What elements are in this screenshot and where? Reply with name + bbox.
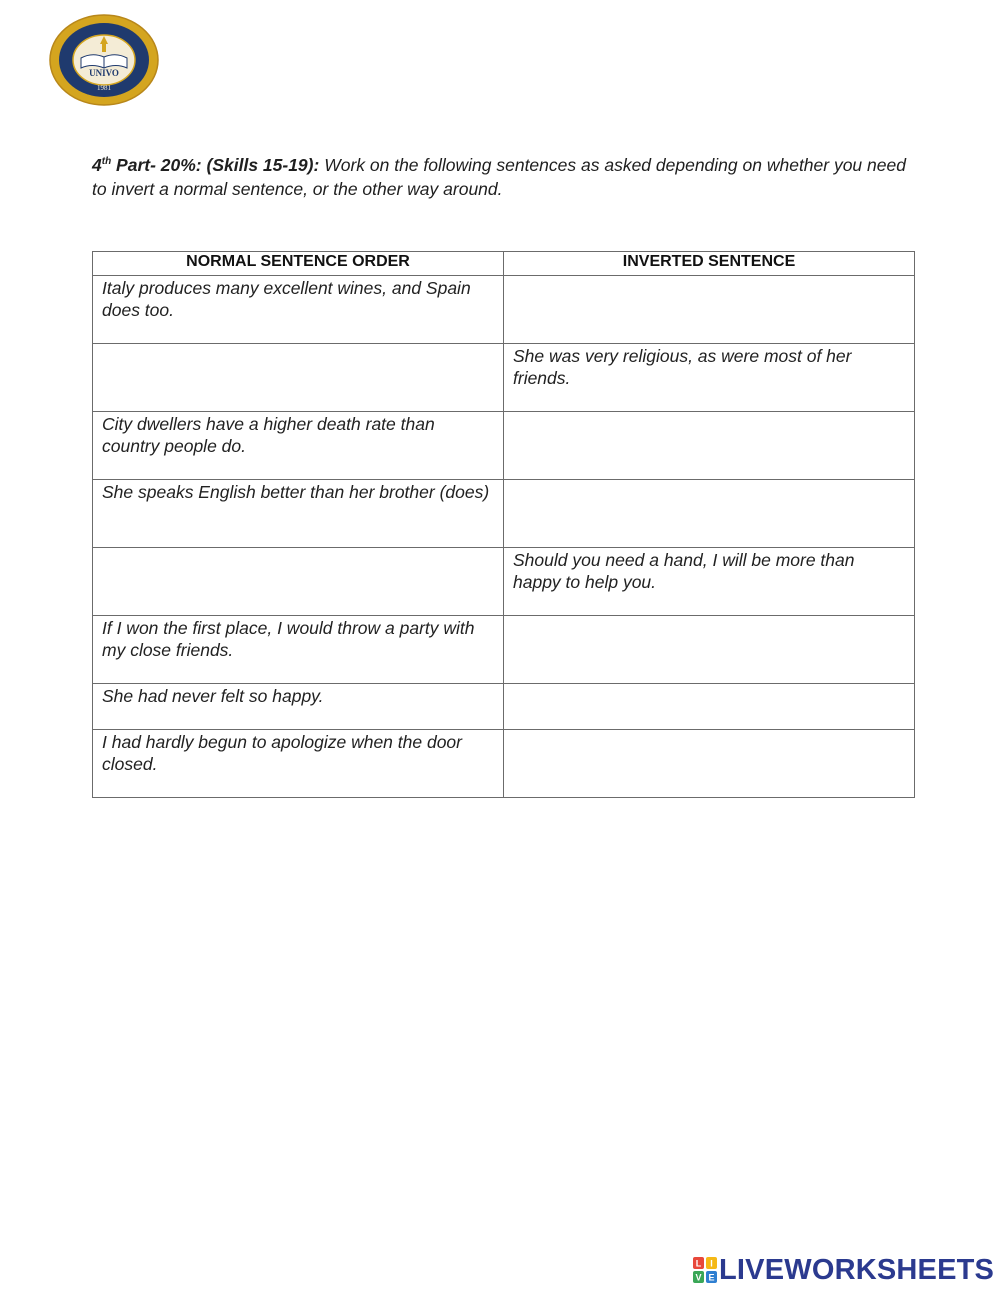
part-number: 4 [92,155,102,175]
table-row [93,730,915,798]
table-row [93,344,915,412]
inverted-cell: Should you need a hand, I will be more than happy to help you. [504,548,915,616]
svg-text:E: E [708,1272,715,1283]
table-row [93,548,915,616]
table-row [93,684,915,730]
part-heading [92,155,319,175]
liveworksheets-footer [692,1253,994,1287]
header-inverted-sentence: INVERTED SENTENCE [504,252,915,276]
normal-cell: She speaks English better than her brother (does) [93,480,504,548]
normal-cell: If I won the first place, I would throw a party with my close friends. [93,616,504,684]
svg-text:V: V [695,1272,702,1283]
normal-answer-cell[interactable] [93,344,504,412]
table-row [93,412,915,480]
svg-text:I: I [710,1258,713,1269]
normal-answer-cell[interactable] [93,548,504,616]
normal-cell: I had hardly begun to apologize when the door closed. [93,730,504,798]
normal-cell: City dwellers have a higher death rate than country people do. [93,412,504,480]
table-row [93,480,915,548]
sentence-table [92,251,915,798]
normal-cell: Italy produces many excellent wines, and Spain does too. [93,276,504,344]
liveworksheets-logo-icon [692,1255,718,1285]
inverted-answer-cell[interactable] [504,730,915,798]
seal-center-text: UNIVO [89,68,119,78]
inverted-answer-cell[interactable] [504,412,915,480]
instructions-paragraph [92,153,914,201]
table-row [93,276,915,344]
instructions-text: Work on the following sentences as asked depending on whether you need to invert a normal sentence, or the other way around. [92,155,906,199]
seal-year: 1981 [97,84,111,92]
university-seal-logo [48,14,160,106]
liveworksheets-brand: LIVEWORKSHEETS [719,1254,995,1286]
inverted-answer-cell[interactable] [504,684,915,730]
part-rest: Part- 20%: (Skills 15-19): [111,155,320,175]
header-normal-order: NORMAL SENTENCE ORDER [93,252,504,276]
inverted-cell: She was very religious, as were most of her friends. [504,344,915,412]
normal-cell: She had never felt so happy. [93,684,504,730]
part-suffix: th [101,156,112,168]
inverted-answer-cell[interactable] [504,480,915,548]
svg-text:L: L [695,1258,702,1269]
inverted-answer-cell[interactable] [504,276,915,344]
table-header-row [93,252,915,276]
table-row [93,616,915,684]
inverted-answer-cell[interactable] [504,616,915,684]
